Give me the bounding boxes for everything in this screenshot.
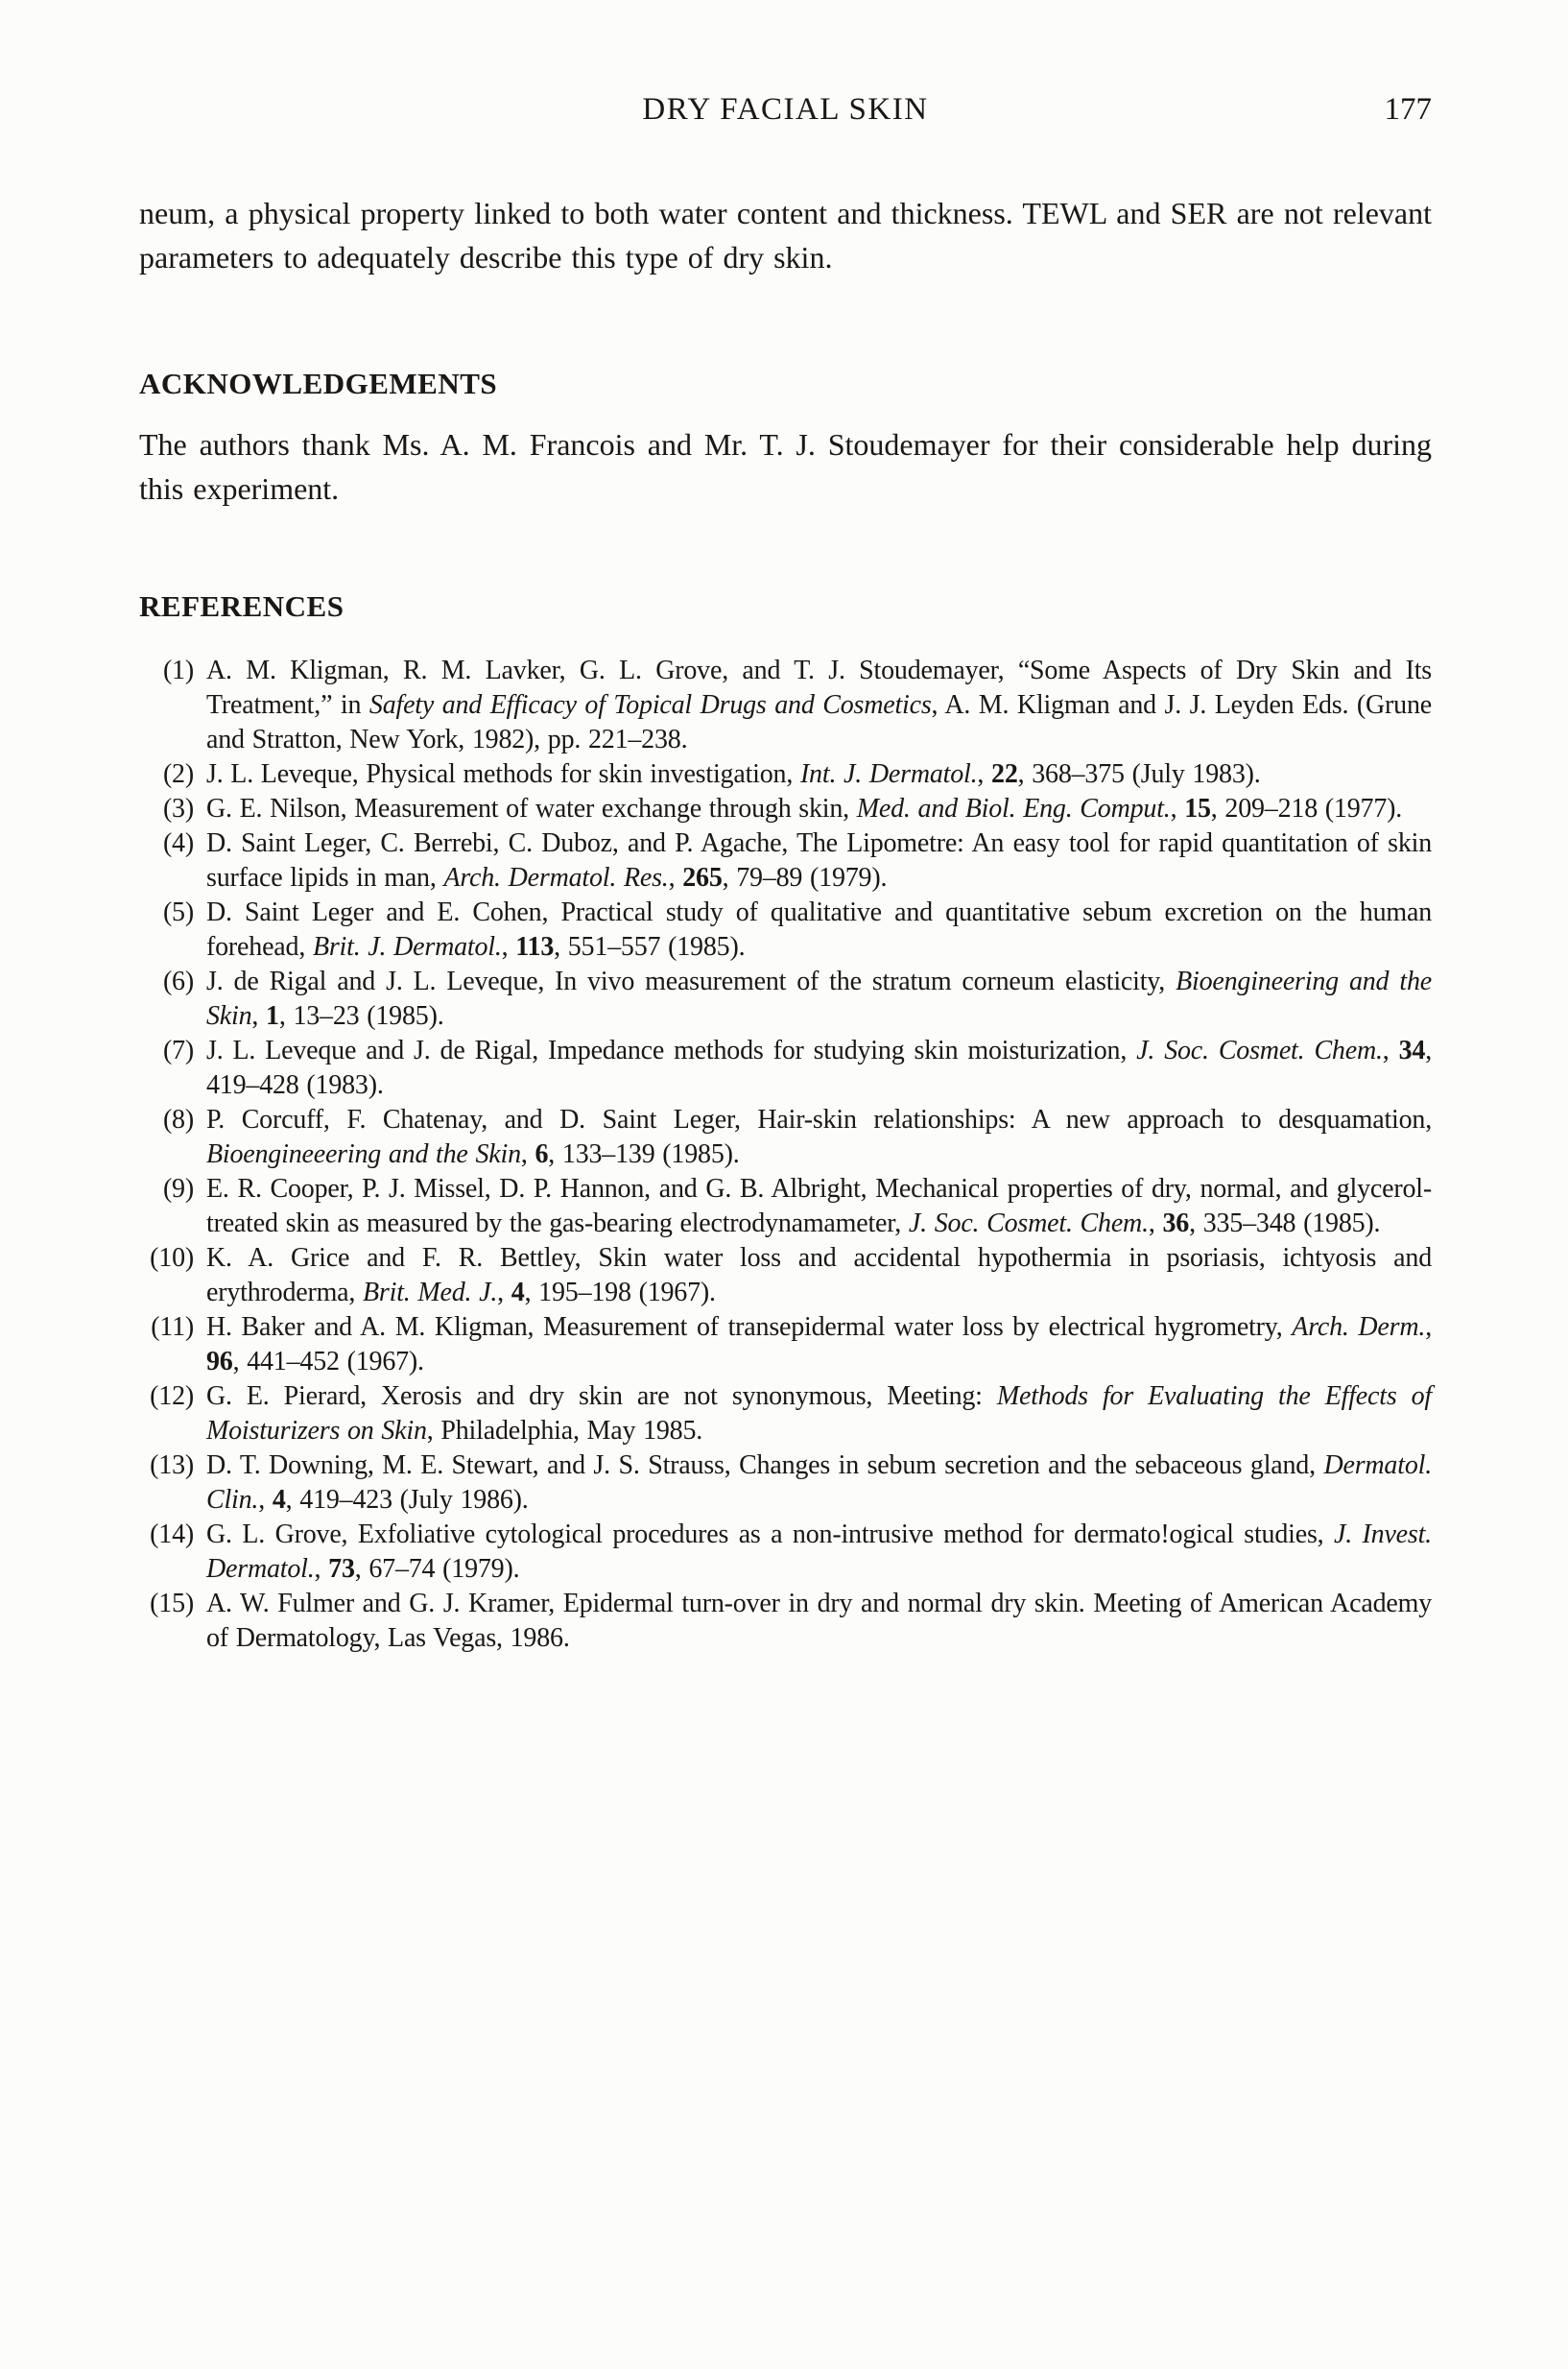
reference-item — [139, 792, 1432, 826]
running-head-title: DRY FACIAL SKIN — [642, 92, 929, 127]
reference-number: (14) — [150, 1520, 194, 1549]
reference-number: (5) — [162, 897, 194, 927]
reference-number: (1) — [162, 656, 194, 685]
reference-text: K. A. Grice and F. R. Bettley, Skin water loss and accidental hypothermia in psoriasis, ichtyosis and erythroderma, Brit. Med. J., 4, 195–198 (1967). — [206, 1243, 1432, 1307]
reference-text: D. Saint Leger, C. Berrebi, C. Duboz, and P. Agache, The Lipometre: An easy tool for rapid quantitation of skin surface lipids in man, Arch. Dermatol. Res., 265, 79–89 (1979). — [206, 828, 1432, 893]
reference-number: (15) — [150, 1589, 194, 1618]
reference-number: (6) — [162, 967, 194, 996]
reference-text: J. L. Leveque, Physical methods for skin investigation, Int. J. Dermatol., 22, 368–375 (July 1983). — [206, 759, 1261, 789]
reference-item — [139, 1379, 1432, 1448]
reference-item — [139, 896, 1432, 965]
reference-text: E. R. Cooper, P. J. Missel, D. P. Hannon, and G. B. Albright, Mechanical properties of dry, normal, and glycerol-treated skin as measured by the gas-bearing electrodynamameter, J. Soc. Cosmet. Chem., 36, 335–348 (1985). — [206, 1174, 1432, 1238]
reference-text: H. Baker and A. M. Kligman, Measurement of transepidermal water loss by electrical hygrometry, Arch. Derm., 96, 441–452 (1967). — [206, 1312, 1432, 1376]
reference-list — [139, 654, 1432, 1656]
reference-text: G. L. Grove, Exfoliative cytological procedures as a non-intrusive method for dermato!ogical studies, J. Invest. Dermatol., 73, 67–74 (1979). — [206, 1520, 1432, 1584]
reference-text: G. E. Nilson, Measurement of water exchange through skin, Med. and Biol. Eng. Comput., 15, 209–218 (1977). — [206, 794, 1403, 824]
reference-item — [139, 757, 1432, 792]
reference-item — [139, 1518, 1432, 1587]
reference-item — [139, 1172, 1432, 1241]
reference-text: A. M. Kligman, R. M. Lavker, G. L. Grove, and T. J. Stoudemayer, “Some Aspects of Dry Skin and Its Treatment,” in Safety and Efficacy of Topical Drugs and Cosmetics, A. M. Kligman and J. J. Leyden Eds. (Grune and Stratton, New York, 1982), pp. 221–238. — [206, 656, 1432, 754]
reference-number: (8) — [162, 1105, 194, 1135]
page-number: 177 — [1384, 92, 1432, 127]
reference-item — [139, 1448, 1432, 1518]
reference-item — [139, 826, 1432, 896]
reference-number: (9) — [162, 1174, 194, 1204]
reference-item — [139, 1103, 1432, 1172]
reference-text: J. L. Leveque and J. de Rigal, Impedance methods for studying skin moisturization, J. Soc. Cosmet. Chem., 34, 419–428 (1983). — [206, 1036, 1432, 1100]
reference-text: D. T. Downing, M. E. Stewart, and J. S. Strauss, Changes in sebum secretion and the sebaceous gland, Dermatol. Clin., 4, 419–423 (July 1986). — [206, 1450, 1432, 1515]
reference-number: (13) — [150, 1450, 194, 1480]
running-head — [139, 90, 1432, 132]
reference-number: (12) — [150, 1381, 194, 1411]
acknowledgements-heading: ACKNOWLEDGEMENTS — [139, 367, 498, 400]
reference-item — [139, 965, 1432, 1034]
reference-item — [139, 1241, 1432, 1310]
reference-number: (2) — [162, 759, 194, 789]
reference-item — [139, 654, 1432, 757]
reference-item — [139, 1587, 1432, 1656]
reference-text: G. E. Pierard, Xerosis and dry skin are not synonymous, Meeting: Methods for Evaluating the Effects of Moisturizers on Skin, Philadelphia, May 1985. — [206, 1381, 1432, 1446]
intro-paragraph: neum, a physical property linked to both water content and thickness. TEWL and SER are not relevant parameters to adequately describe this type of dry skin. — [139, 196, 1432, 275]
reference-text: P. Corcuff, F. Chatenay, and D. Saint Leger, Hair-skin relationships: A new approach to desquamation, Bioengineeering and the Skin, 6, 133–139 (1985). — [206, 1105, 1432, 1169]
reference-text: A. W. Fulmer and G. J. Kramer, Epidermal turn-over in dry and normal dry skin. Meeting of American Academy of Dermatology, Las Vegas, 1986. — [206, 1589, 1432, 1653]
reference-item — [139, 1310, 1432, 1379]
references-heading: REFERENCES — [139, 589, 344, 623]
reference-number: (10) — [150, 1243, 194, 1273]
reference-item — [139, 1034, 1432, 1103]
reference-number: (4) — [162, 828, 194, 858]
acknowledgements-paragraph: The authors thank Ms. A. M. Francois and Mr. T. J. Stoudemayer for their considerable help during this experiment. — [139, 427, 1432, 506]
reference-number: (7) — [162, 1036, 194, 1065]
reference-number: (11) — [151, 1312, 194, 1342]
reference-text: D. Saint Leger and E. Cohen, Practical study of qualitative and quantitative sebum excretion on the human forehead, Brit. J. Dermatol., 113, 551–557 (1985). — [206, 897, 1432, 962]
reference-text: J. de Rigal and J. L. Leveque, In vivo measurement of the stratum corneum elasticity, Bioengineering and the Skin, 1, 13–23 (1985). — [206, 967, 1432, 1031]
reference-number: (3) — [162, 794, 194, 824]
